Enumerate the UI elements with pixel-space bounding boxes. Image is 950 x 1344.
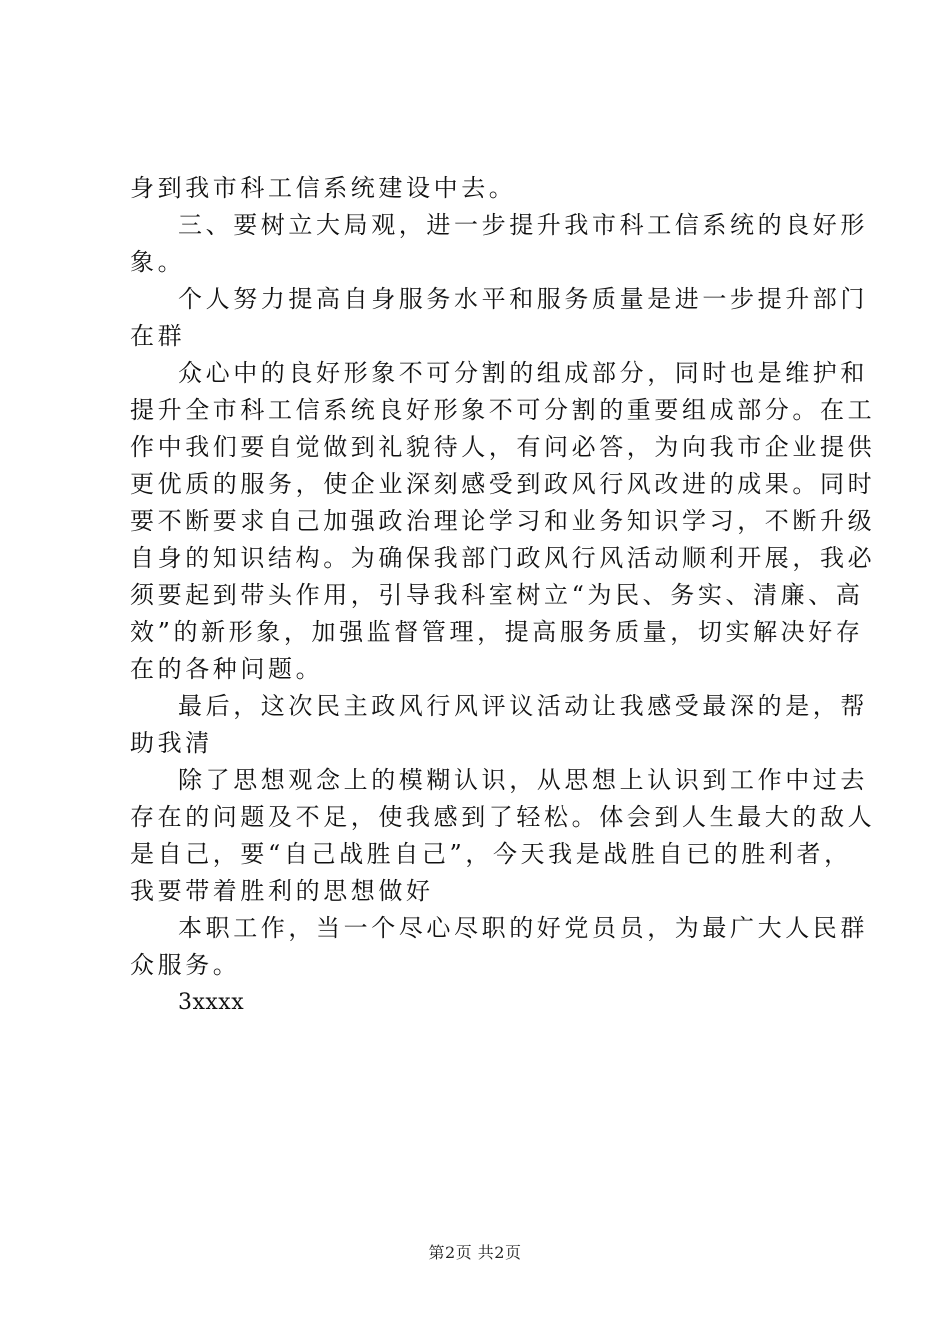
page-footer: 第2页 共2页	[428, 1243, 522, 1262]
text-line: 三、要树立大局观，进一步提升我市科工信系统的良好形	[178, 211, 868, 239]
text-line: 众服务。	[130, 951, 241, 979]
text-line: 效”的新形象，加强监督管理，提高服务质量，切实解决好存	[130, 618, 864, 646]
text-line: 在群	[130, 322, 186, 350]
text-line: 众心中的良好形象不可分割的组成部分，同时也是维护和	[178, 359, 868, 387]
text-line: 作中我们要自觉做到礼貌待人，有问必答，为向我市企业提供	[130, 433, 876, 461]
text-line: 助我清	[130, 729, 213, 757]
text-line: 提升全市科工信系统良好形象不可分割的重要组成部分。在工	[130, 396, 876, 424]
text-line: 更优质的服务，使企业深刻感受到政风行风改进的成果。同时	[130, 470, 876, 498]
text-line: 最后，这次民主政风行风评议活动让我感受最深的是，帮	[178, 692, 868, 720]
text-line: 本职工作，当一个尽心尽职的好党员员，为最广大人民群	[178, 914, 868, 942]
text-line: 自身的知识结构。为确保我部门政风行风活动顺利开展，我必	[130, 544, 876, 572]
text-line: 是自己，要“自己战胜自己”，今天我是战胜自已的胜利者，	[130, 840, 852, 868]
text-line: 象。	[130, 248, 186, 276]
text-line: 要不断要求自己加强政治理论学习和业务知识学习，不断升级	[130, 507, 876, 535]
text-line: 存在的问题及不足，使我感到了轻松。体会到人生最大的敌人	[130, 803, 876, 831]
text-line: 须要起到带头作用，引导我科室树立“为民、务实、清廉、高	[130, 581, 864, 609]
text-line: 身到我市科工信系统建设中去。	[130, 174, 517, 202]
text-line: 在的各种问题。	[130, 655, 324, 683]
text-line: 除了思想观念上的模糊认识，从思想上认识到工作中过去	[178, 766, 868, 794]
text-line: 个人努力提高自身服务水平和服务质量是进一步提升部门	[178, 285, 868, 313]
document-body	[130, 170, 876, 1021]
text-line: 我要带着胜利的思想做好	[130, 877, 434, 905]
text-line: 3xxxx	[178, 990, 245, 1015]
